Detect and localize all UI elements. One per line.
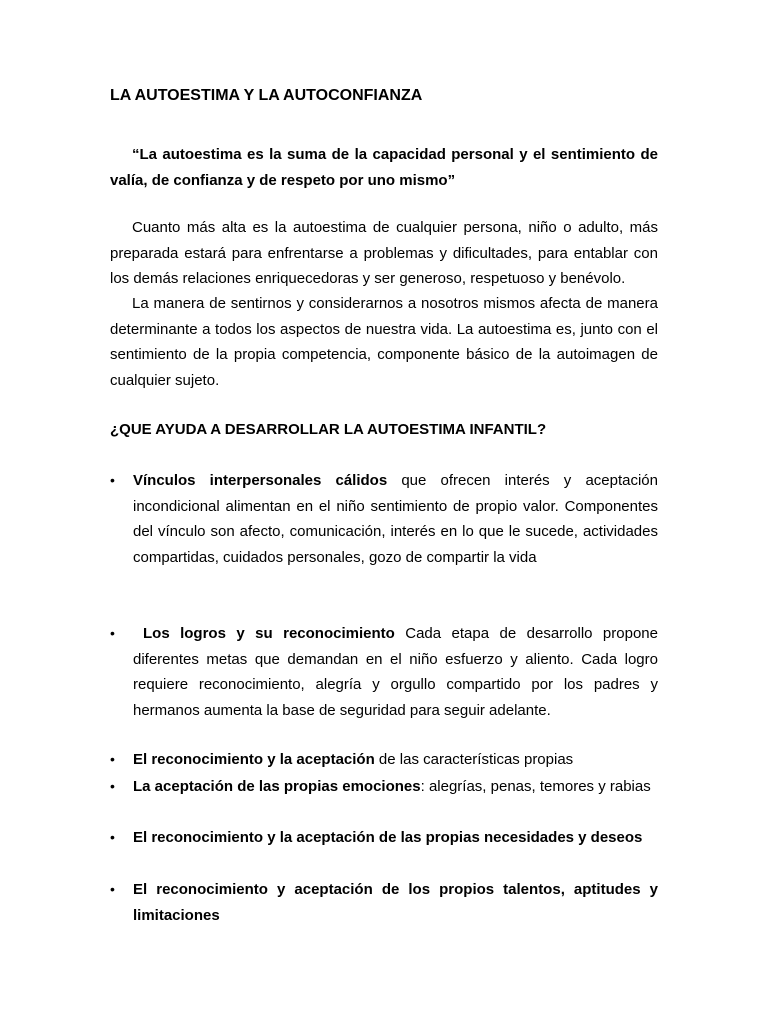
bullet-body-text: Cada etapa de desarrollo propone diferentes metas que demandan en el niño esfuerzo y aliento. Cada logro requiere reconocimiento, alegría y orgullo compartido por los padres y hermanos aumenta la base de seguridad para seguir adelante. <box>133 625 658 719</box>
bullet-text <box>133 621 658 723</box>
bullet-bold-text: El reconocimiento y la aceptación <box>133 751 375 768</box>
document-title: LA AUTOESTIMA Y LA AUTOCONFIANZA <box>110 87 423 104</box>
bullet-marker: • <box>110 472 115 488</box>
bullet-text <box>133 747 658 773</box>
bullet-bold-text: La aceptación de las propias emociones <box>133 778 421 795</box>
bullet-body-text: : alegrías, penas, temores y rabias <box>420 778 651 795</box>
bullet-bold-text: Los logros y su reconocimiento <box>143 625 395 642</box>
bullet-bold-text: El reconocimiento y la aceptación de las propias necesidades y deseos <box>133 829 643 846</box>
bullet-marker: • <box>110 751 115 767</box>
bullet-item <box>110 468 658 570</box>
bullet-bold-text: Vínculos interpersonales cálidos <box>133 472 388 489</box>
quote-paragraph: “La autoestima es la suma de la capacidad personal y el sentimiento de valía, de confianza y de respeto por uno mismo” <box>110 146 658 189</box>
bullet-text <box>133 774 658 800</box>
bullet-item <box>110 621 658 723</box>
bullet-text <box>133 877 658 928</box>
bullet-item <box>110 877 658 928</box>
body-paragraph-1: Cuanto más alta es la autoestima de cualquier persona, niño o adulto, más preparada estará para enfrentarse a problemas y dificultades, para entablar con los demás relaciones enriquecedoras y ser generoso, respetuoso y benévolo. <box>110 219 658 287</box>
bullet-body-text: que ofrecen interés y aceptación incondicional alimentan en el niño sentimiento de propio valor. Componentes del vínculo son afecto, comunicación, interés en lo que le sucede, actividades compartidas, cuidados personales, gozo de compartir la vida <box>133 472 658 566</box>
bullet-marker: • <box>110 625 115 641</box>
bullet-item <box>110 774 658 800</box>
section-heading: ¿QUE AYUDA A DESARROLLAR LA AUTOESTIMA INFANTIL? <box>110 421 547 438</box>
bullet-body-text: de las características propias <box>374 751 574 768</box>
bullet-marker: • <box>110 881 115 897</box>
bullet-marker: • <box>110 829 115 845</box>
bullet-marker: • <box>110 778 115 794</box>
bullet-text <box>133 825 658 851</box>
bullet-bold-text: El reconocimiento y aceptación de los propios talentos, aptitudes y limitaciones <box>133 881 658 924</box>
body-paragraph-2: La manera de sentirnos y considerarnos a nosotros mismos afecta de manera determinante a todos los aspectos de nuestra vida. La autoestima es, junto con el sentimiento de la propia competencia, componente básico de la autoimagen de cualquier sujeto. <box>110 295 658 389</box>
bullet-item <box>110 825 658 851</box>
bullet-text <box>133 468 658 570</box>
bullet-item <box>110 747 658 773</box>
